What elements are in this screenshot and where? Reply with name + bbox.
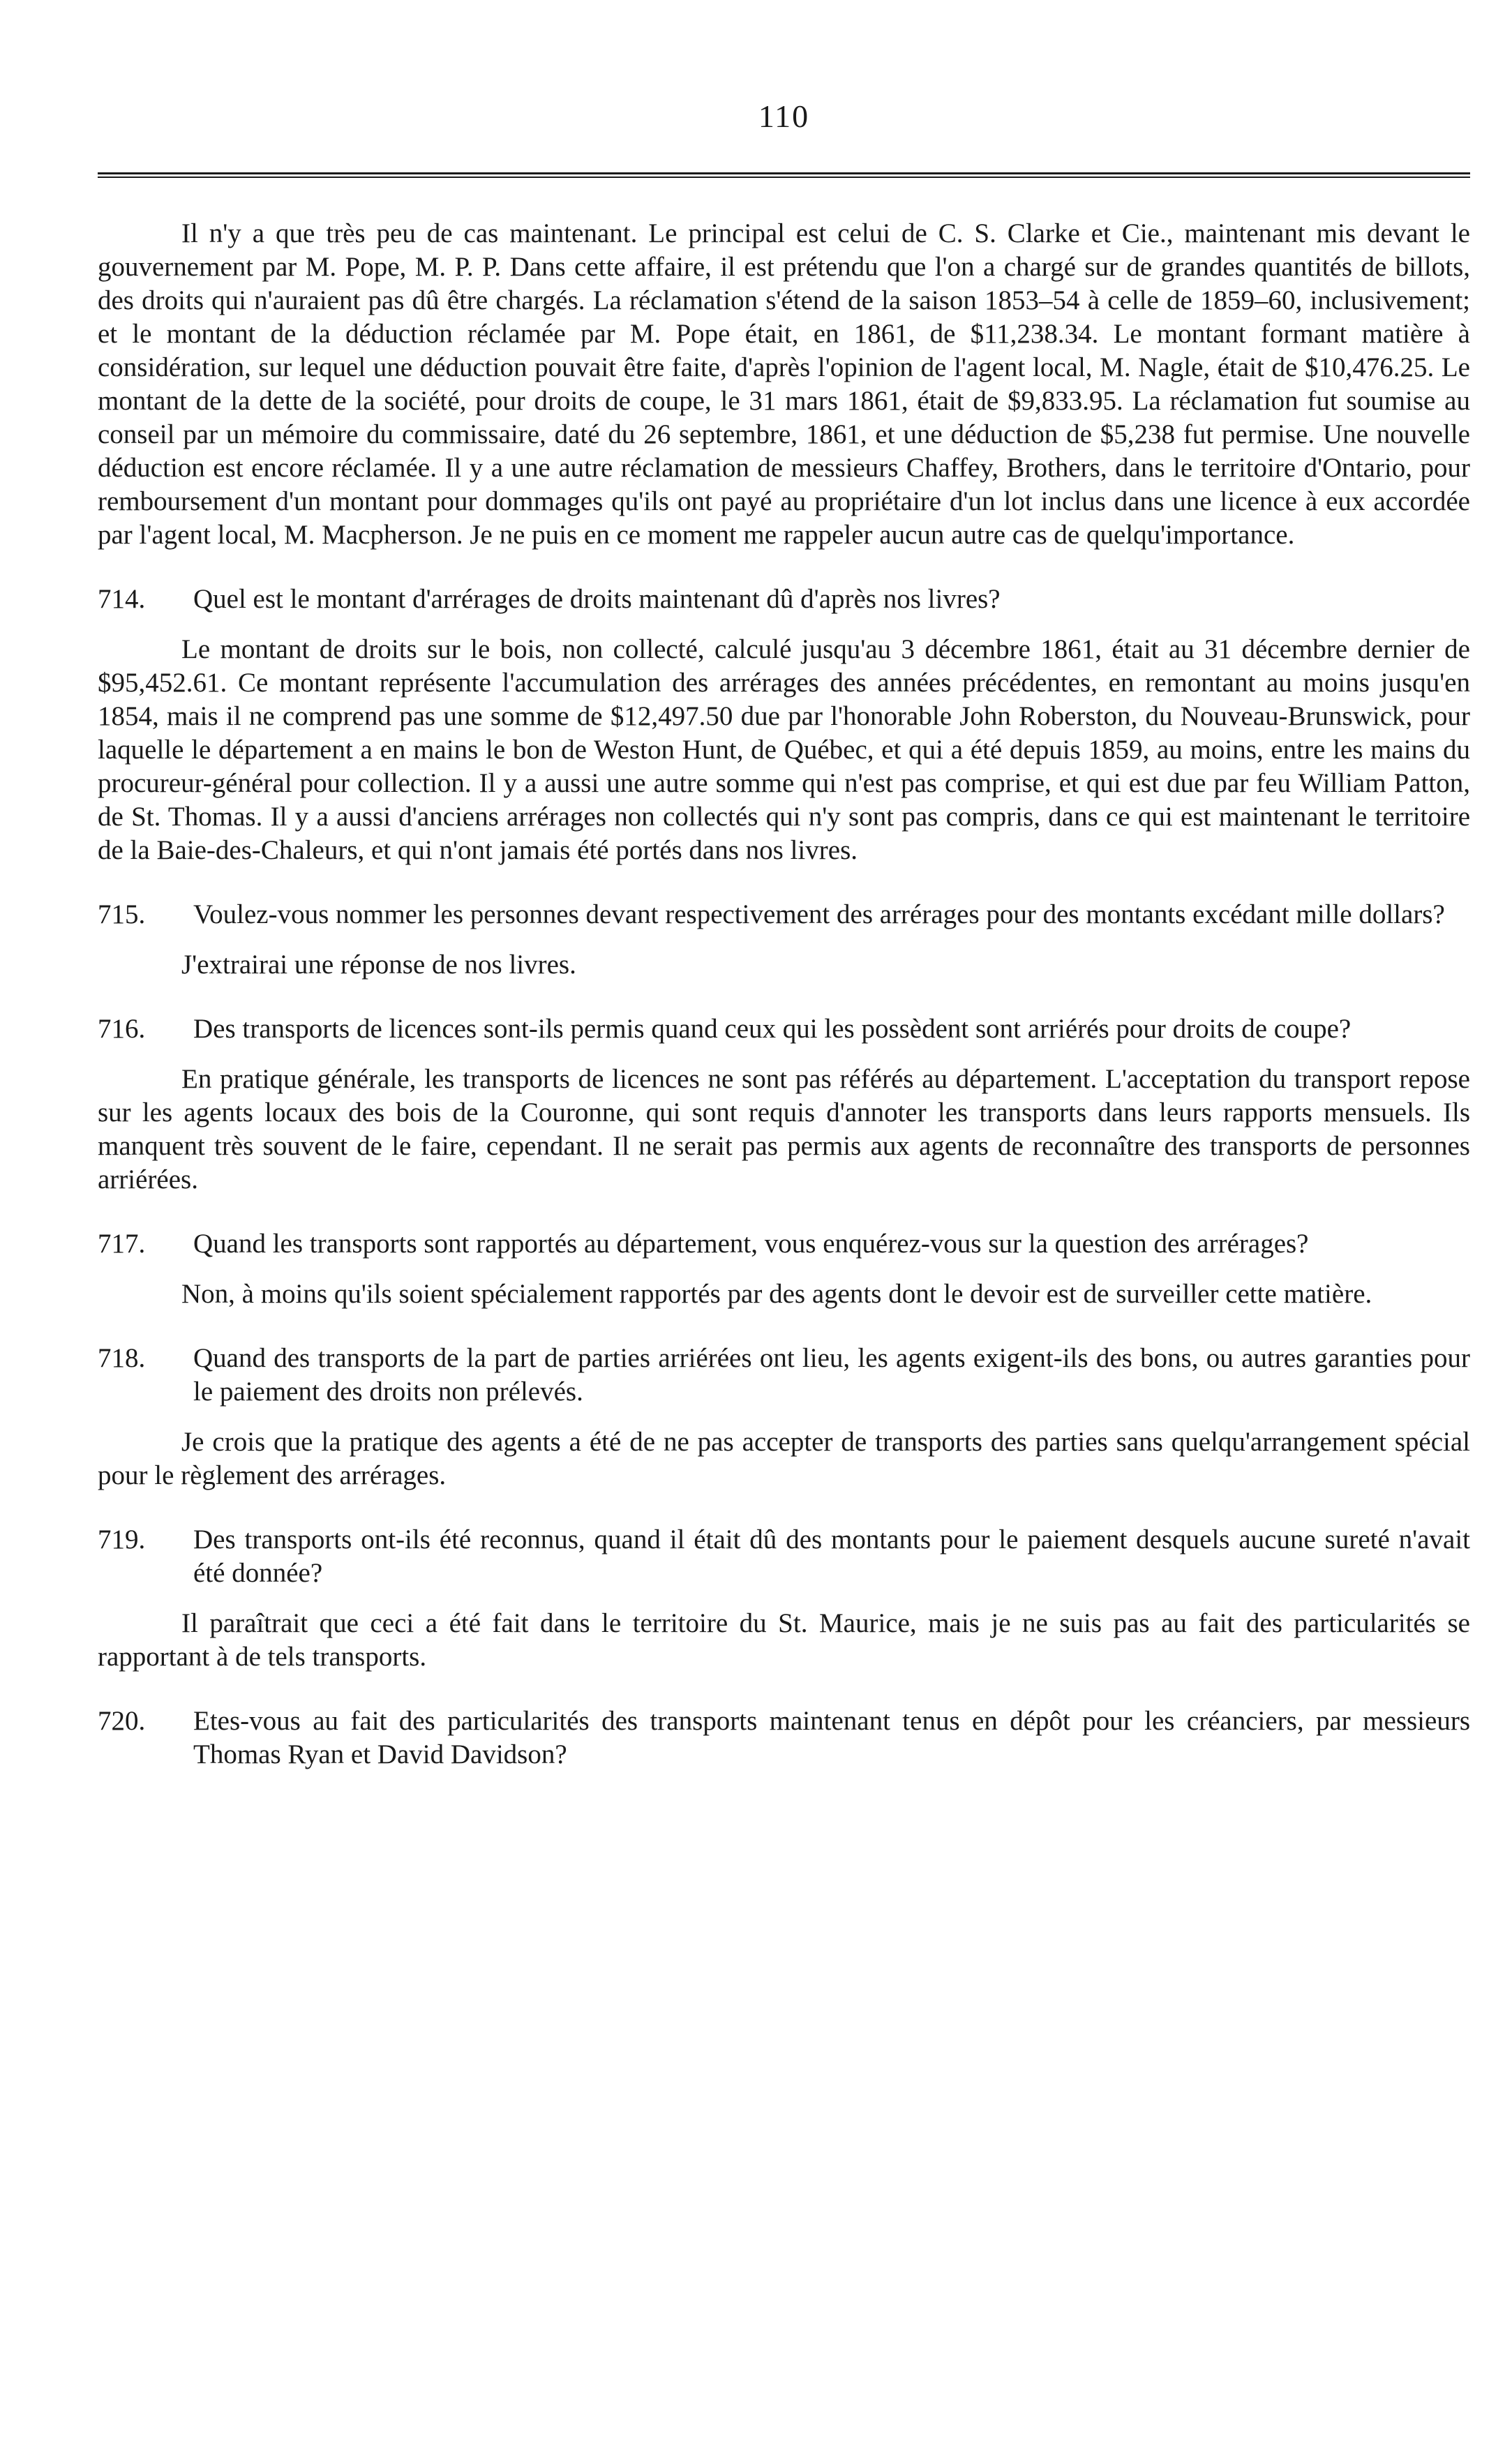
question [98,1012,1470,1046]
intro-paragraph: Il n'y a que très peu de cas maintenant. Le principal est celui de C. S. Clarke et Cie., maintenant mis devant le gouvernement par M. Pope, M. P. P. Dans cette affaire, il est prétendu que l'on a chargé sur de grandes quantités de billots, des droits qui n'auraient pas dû être chargés. La réclamation s'étend de la saison 1853–54 à celle de 1859–60, inclusivement; et le montant de la déduction réclamée par M. Pope était, en 1861, de $11,238.34. Le montant formant matière à considération, sur lequel une déduction pouvait être faite, d'après l'opinion de l'agent local, M. Nagle, était de $10,476.25. Le montant de la dette de la société, pour droits de coupe, le 31 mars 1861, était de $9,833.95. La réclamation fut soumise au conseil par un mémoire du commissaire, daté du 26 septembre, 1861, et une déduction de $5,238 fut permise. Une nouvelle déduction est encore réclamée. Il y a une autre réclamation de messieurs Chaffey, Brothers, dans le territoire d'Ontario, pour remboursement d'un montant pour dommages qu'ils ont payé au propriétaire d'un lot inclus dans une licence à eux accordée par l'agent local, M. Macpherson. Je ne puis en ce moment me rappeler aucun autre cas de quelqu'importance. [98,218,1470,550]
question [98,1227,1470,1261]
question-number: 714. [98,584,146,614]
question-number: 718. [98,1343,146,1373]
qa-block-720 [98,1705,1470,1771]
question-number: 715. [98,899,146,929]
question-text: Quand des transports de la part de parties arriérées ont lieu, les agents exigent-ils des bons, ou autres garanties pour le paiement des droits non prélevés. [193,1343,1470,1407]
header-rule-thin [98,177,1470,178]
header-rule-thick [98,172,1470,174]
question-number: 716. [98,1014,146,1044]
question [98,1523,1470,1590]
answer: Le montant de droits sur le bois, non collecté, calculé jusqu'au 3 décembre 1861, était au 31 décembre dernier de $95,452.61. Ce montant représente l'accumulation des arrérages des années précédentes, en remontant au moins jusqu'en 1854, mais il ne comprend pas une somme de $12,497.50 due par l'honorable John Roberston, du Nouveau-Brunswick, pour laquelle le département a en mains le bon de Weston Hunt, de Québec, et qui a été depuis 1859, au moins, entre les mains du procureur-général pour collection. Il y a aussi une autre somme qui n'est pas comprise, et qui est due par feu William Patton, de St. Thomas. Il y a aussi d'anciens arrérages non collectés qui n'y sont pas compris, dans ce qui est maintenant le territoire de la Baie-des-Chaleurs, et qui n'ont jamais été portés dans nos livres. [98,634,1470,865]
answer: En pratique générale, les transports de licences ne sont pas référés au département. L'acceptation du transport repose sur les agents locaux des bois de la Couronne, qui sont requis d'annoter les transports dans leurs rapports mensuels. Ils manquent très souvent de le faire, cependant. Il ne serait pas permis aux agents de reconnaître des transports de personnes arriérées. [98,1064,1470,1194]
question [98,1705,1470,1771]
question-text: Voulez-vous nommer les personnes devant respectivement des arrérages pour des montants excédant mille dollars? [193,899,1445,929]
question-number: 717. [98,1229,146,1259]
answer: J'extrairai une réponse de nos livres. [181,950,576,980]
answer: Il paraîtrait que ceci a été fait dans le territoire du St. Maurice, mais je ne suis pas au fait des particularités se rapportant à de tels transports. [98,1608,1470,1672]
qa-block-714 [98,583,1470,867]
qa-block-716 [98,1012,1470,1197]
qa-block-718 [98,1342,1470,1492]
question-number: 719. [98,1525,146,1555]
question-text: Des transports de licences sont-ils permis quand ceux qui les possèdent sont arriérés pour droits de coupe? [193,1014,1352,1044]
question-number: 720. [98,1706,146,1736]
question [98,898,1470,931]
question [98,1342,1470,1409]
qa-block-719 [98,1523,1470,1674]
question-text: Des transports ont-ils été reconnus, quand il était dû des montants pour le paiement desquels aucune sureté n'avait été donnée? [193,1525,1470,1588]
page-number: 110 [758,98,810,134]
qa-block-715 [98,898,1470,982]
answer: Non, à moins qu'ils soient spécialement rapportés par des agents dont le devoir est de surveiller cette matière. [181,1279,1372,1309]
question-text: Quel est le montant d'arrérages de droits maintenant dû d'après nos livres? [193,584,1001,614]
answer: Je crois que la pratique des agents a été de ne pas accepter de transports des parties sans quelqu'arrangement spécial pour le règlement des arrérages. [98,1427,1470,1490]
question [98,583,1470,616]
question-text: Quand les transports sont rapportés au département, vous enquérez-vous sur la question des arrérages? [193,1229,1309,1259]
question-text: Etes-vous au fait des particularités des transports maintenant tenus en dépôt pour les créanciers, par messieurs Thomas Ryan et David Davidson? [193,1706,1470,1769]
qa-block-717 [98,1227,1470,1311]
